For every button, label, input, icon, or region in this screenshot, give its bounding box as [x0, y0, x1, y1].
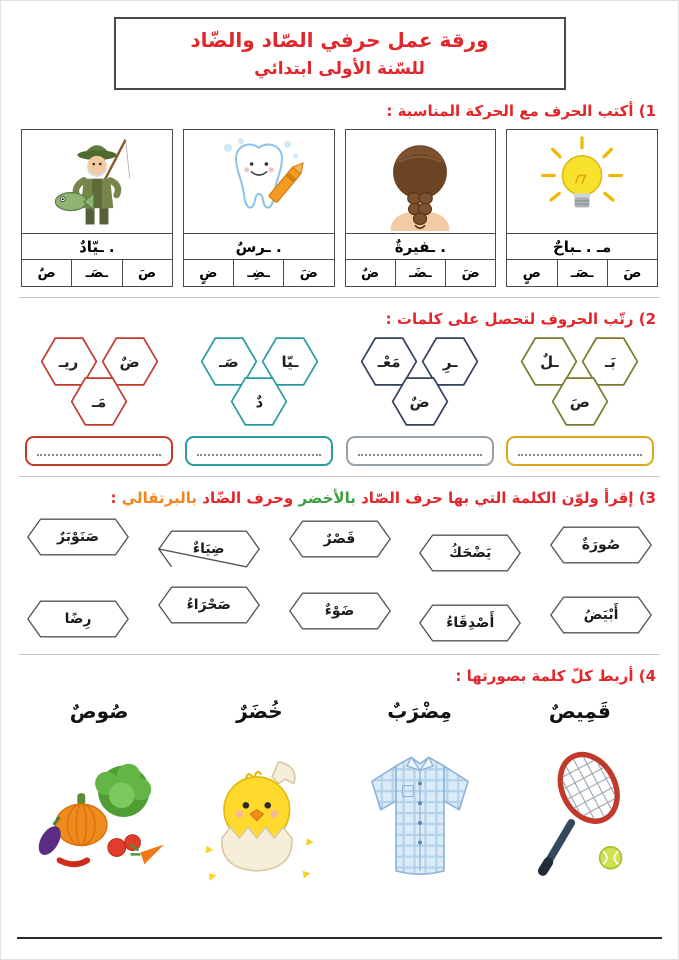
letters-cluster: [503, 337, 657, 466]
letter-options: [184, 260, 334, 286]
word-hexagon[interactable]: [27, 598, 129, 640]
fisherman-fish-image: [22, 130, 172, 234]
hex-word: أَبْيَضُ: [583, 607, 619, 623]
letter-hexagon[interactable]: [551, 377, 609, 426]
letter-options: [22, 260, 172, 286]
hex-word: يَضْحَكُ: [449, 545, 492, 561]
section4-images: [19, 739, 660, 887]
hex-letter: بَـ: [605, 352, 616, 371]
match-word[interactable]: مِضْرَبٌ: [387, 699, 452, 723]
orange-color-word: بالبرتقالي: [121, 489, 198, 507]
shirt-image[interactable]: [345, 739, 495, 887]
word-hexagon[interactable]: [550, 594, 652, 636]
word-hexagon[interactable]: [419, 532, 521, 574]
letter-option[interactable]: صٌ: [22, 260, 72, 286]
hex-letter: مَعْـ: [377, 352, 401, 371]
word-hexagon[interactable]: [550, 524, 652, 566]
section-separator: [19, 476, 660, 477]
worksheet-title-line1: ورقة عمل حرفي الصّاد والضّاد: [190, 28, 489, 52]
hex-word: صَحْرَاءُ: [186, 597, 231, 613]
word-hexagon[interactable]: [419, 602, 521, 644]
letter-option[interactable]: صَ: [623, 265, 642, 281]
hex-word: صَنَوْبَرٌ: [57, 529, 99, 545]
tennis-racket-image[interactable]: [505, 739, 655, 887]
hex-letter: صَـ: [219, 352, 239, 371]
letter-hexagon[interactable]: [70, 377, 128, 426]
letters-cluster: [182, 337, 336, 466]
green-color-word: بالأخضر: [298, 489, 356, 507]
answer-box[interactable]: [346, 436, 494, 466]
section-separator: [19, 297, 660, 298]
letter-option[interactable]: ضَ: [299, 265, 318, 281]
word-hexagon[interactable]: [158, 584, 260, 626]
lightbulb-image: [507, 130, 657, 234]
vegetables-image[interactable]: [24, 739, 174, 887]
letter-option[interactable]: ـصَـ: [72, 260, 122, 286]
word-with-blank[interactable]: . ـرسٌ: [184, 234, 334, 260]
section4-title: 4) أربط كلّ كلمة بصورتها :: [455, 667, 656, 685]
exercise-card-braid: [345, 129, 497, 287]
tooth-crayon-image: [184, 130, 334, 234]
hex-word: قَصْرٌ: [323, 531, 356, 547]
hex-letter: صَ: [569, 392, 590, 411]
footer-line: [17, 937, 662, 939]
letter-option[interactable]: صٍ: [507, 260, 557, 286]
letter-option[interactable]: ضٌ: [346, 260, 396, 286]
match-word[interactable]: خُضَرٌ: [236, 699, 283, 723]
match-word[interactable]: قَمِيصٌ: [548, 699, 611, 723]
letter-option[interactable]: ـضِـ: [234, 260, 284, 286]
word-hexagon[interactable]: [27, 516, 129, 558]
answer-box[interactable]: [185, 436, 333, 466]
letter-options: [507, 260, 657, 286]
hex-word: صُورَةٌ: [581, 537, 621, 553]
letters-cluster: [22, 337, 176, 466]
girl-braid-image: [346, 130, 496, 234]
answer-box[interactable]: [506, 436, 654, 466]
section3-title-text: 3) إقرأ ولوّن الكلمة التي بها حرف الصّاد: [361, 489, 656, 507]
hex-letter: ـلٌ: [540, 352, 559, 371]
hex-letter: مَـ: [91, 392, 107, 411]
exercise-card-tooth: [183, 129, 335, 287]
section2-clusters: [19, 337, 660, 466]
hex-letter: دٌ: [255, 392, 264, 411]
letter-options: [346, 260, 496, 286]
letter-option[interactable]: ضٍ: [184, 260, 234, 286]
section3-words-row2: [19, 584, 660, 644]
section3-title-colon: :: [110, 489, 117, 507]
letter-option[interactable]: ضَ: [461, 265, 480, 281]
worksheet-title-box: [114, 17, 566, 90]
word-hexagon[interactable]: [289, 590, 391, 632]
exercise-card-fisherman: [21, 129, 173, 287]
section-separator: [19, 654, 660, 655]
letter-hexagon[interactable]: [230, 377, 288, 426]
letters-cluster: [343, 337, 497, 466]
hex-letter: ـرِ: [442, 352, 458, 371]
section2-title: 2) رتّب الحروف لتحصل على كلمات :: [385, 310, 656, 328]
hex-letter: ضٌ: [409, 392, 430, 411]
hex-letter: ضٌ: [119, 352, 140, 371]
hex-letter: ريـ: [58, 352, 79, 371]
word-hexagon[interactable]: [289, 518, 391, 560]
section1-cards: [19, 129, 660, 287]
section3-title: [23, 489, 656, 507]
hex-word: رِضًا: [64, 611, 92, 627]
hex-letter: ـيّا: [281, 352, 299, 371]
word-with-blank[interactable]: مـ . ـباحٌ: [507, 234, 657, 260]
letter-option[interactable]: صَ: [138, 265, 157, 281]
answer-box[interactable]: [25, 436, 173, 466]
exercise-card-lamp: [506, 129, 658, 287]
word-hexagon[interactable]: [158, 528, 260, 570]
letter-option[interactable]: ـصَـ: [558, 260, 608, 286]
word-with-blank[interactable]: . ـيّادٌ: [22, 234, 172, 260]
chick-egg-image[interactable]: [184, 739, 334, 887]
section4-words: [19, 699, 660, 723]
hex-word: ضَوْءٌ: [324, 603, 355, 619]
hex-word: ضِيَاءٌ: [192, 541, 225, 557]
letter-option[interactable]: ـضَـ: [396, 260, 446, 286]
match-word[interactable]: صُوصٌ: [69, 699, 129, 723]
word-with-blank[interactable]: . ـفيرةٌ: [346, 234, 496, 260]
worksheet-title-line2: للسّنة الأولى ابتدائي: [254, 59, 425, 79]
letter-hexagon[interactable]: [391, 377, 449, 426]
section3-title-text2: وحرف الضّاد: [202, 489, 294, 507]
hex-word: أَصْدِقَاءُ: [446, 615, 495, 631]
section3-words-row1: [19, 516, 660, 574]
section1-title: 1) أكتب الحرف مع الحركة المناسبة :: [386, 102, 656, 120]
